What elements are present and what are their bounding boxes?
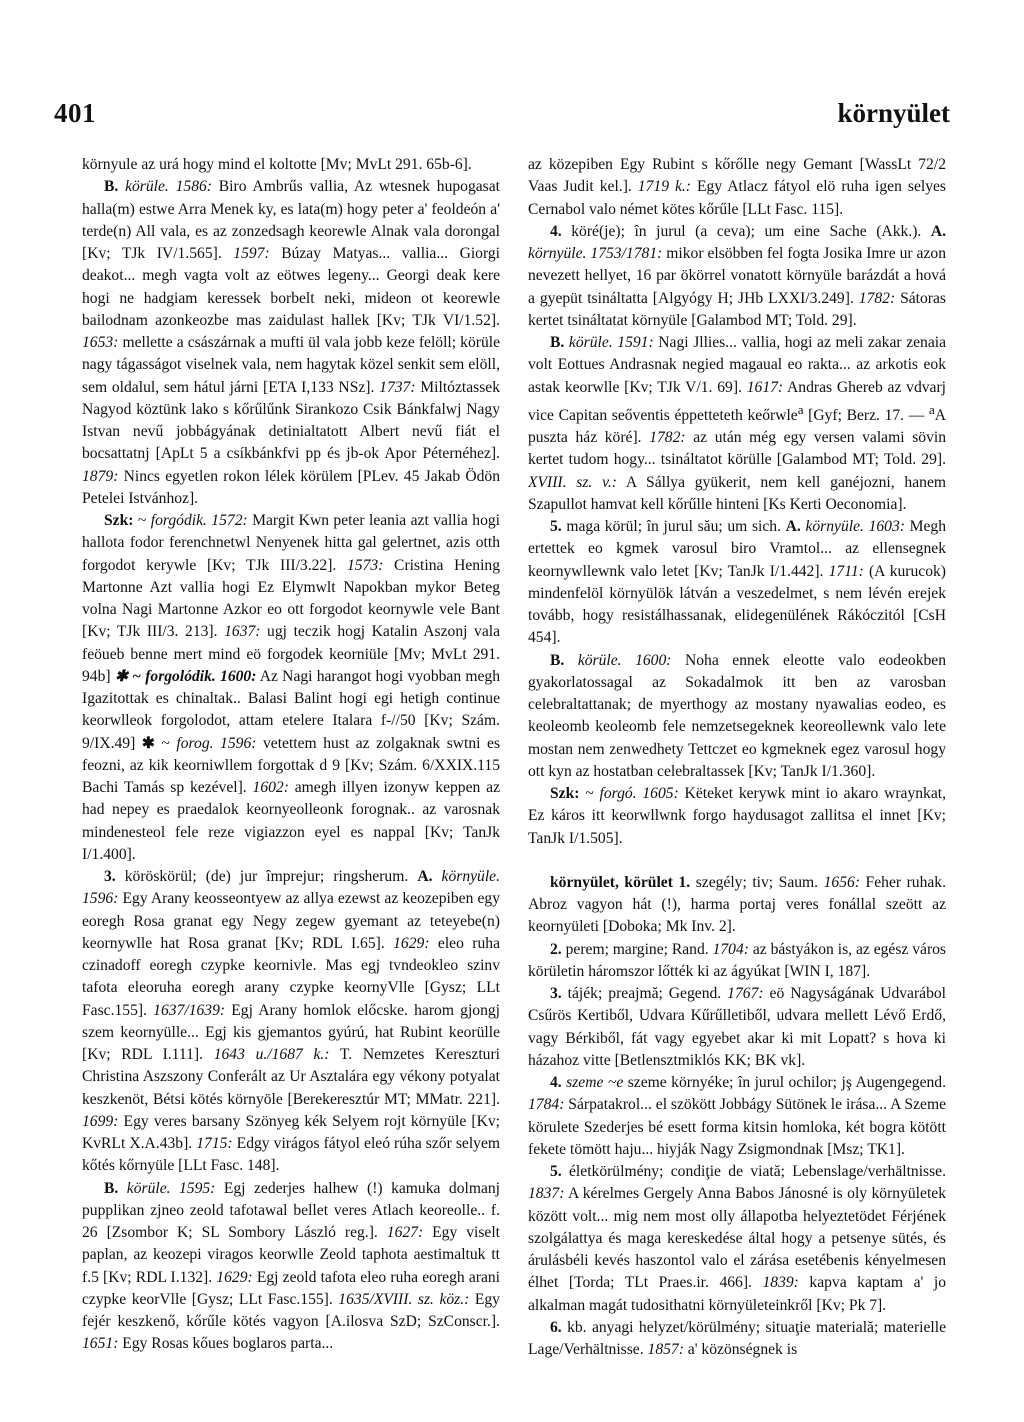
entry-paragraph xyxy=(528,650,946,784)
text-run: 1643 u./1687 k.: xyxy=(213,1046,330,1063)
text-run: A Sállya gyükerit, nem kell ganéjozni, hanem Szapullot hamvat kell kőrűlle hinteni [Ks Kerti Oeconomia]. xyxy=(528,473,946,513)
text-run: 1629: xyxy=(393,934,430,952)
text-run: 1627: xyxy=(386,1224,424,1241)
text-run: A. xyxy=(930,222,946,240)
text-run: 1857: xyxy=(647,1341,684,1359)
text-run: Egj zederjes halhew (!) kamuka dolmanj pupplikan zjneo zeold tafotawal bellet veres Atlach keoreolle.. f. 26 [Zsombor K; SL Sombory László reg.]. xyxy=(82,1179,500,1241)
page-number: 401 xyxy=(54,98,96,128)
text-run: Az Nagi harangot hogi vyobban megh Igazitottak es chinaltak.. Balasi Balint hogi egi hetigh continue keorwlleok forgolodot, attam etelere Italara f-//50 [Kv; Szám. 9/IX.49] xyxy=(82,667,500,752)
text-run: (A kurucok) mindenfelöl környülök látván a veszedelmet, s nem lévén erejek tovább, hogy resistálhassanak, elidegenülének Rákóczitól [CsH 454]. xyxy=(528,562,946,647)
text-run: 2. xyxy=(550,940,566,958)
entry-paragraph xyxy=(528,783,946,850)
text-run: 1656: xyxy=(823,873,861,891)
text-run: az bástyákon is, az egész város körületin háromszor lőtték ki az ágyúkat [WIN I, 187]. xyxy=(528,940,946,980)
text-run: Margit Kwn peter leania azt vallia hogi hallota fodor ferenchnetwl Nenyenek hitta gal gelertnet, azis otth forgodot kerywle [Kv; TJk III/3.22]. xyxy=(82,512,500,574)
left-column xyxy=(82,154,500,1384)
text-run: Sárpatakrol... el szökött Jobbágy Sütönek le irása... A Szeme körulete Szederjes bé esett forma kitsin homloka, két bogra kötött fekete tömött haju... hiyják Nagy Zsigmondnak [Msz; TK1]. xyxy=(528,1096,946,1158)
text-run: Cristina Hening Martonne Azt vallia hogi Ez Elymwlt Napokban mykor Beteg volna Nagi Martonne Azkor eo ott forgodot keornywle vele Bant [Kv; TJk III/3. 213]. xyxy=(82,556,500,641)
text-run: kapva kaptam a' jo alkalman magát tudosithatni környületeinkről [Kv; Pk 7]. xyxy=(528,1274,946,1314)
footnote-mark: a xyxy=(797,401,804,417)
text-run: szegély; tiv; Saum. xyxy=(695,873,824,891)
text-run: 1784: xyxy=(528,1096,565,1114)
text-run: 1782: xyxy=(858,289,896,307)
text-run: A. xyxy=(785,518,806,536)
text-run: körüle. 1600: xyxy=(577,651,672,669)
text-run: amegh illyen izonyw keppen az had nepey es praedalok keornyeolleonk forognak.. az varosnak mindenesteol fele reze vigiazzon eyel es nappal [Kv; TanJk I/1.400]. xyxy=(82,779,500,863)
text-run: B. xyxy=(550,651,578,669)
text-run: Edgy virágos fátyol eleó rúha szőr selyem kőtés kőrnyüle [LLt Fasc. 148]. xyxy=(82,1135,500,1175)
text-run: 1597: xyxy=(233,245,270,262)
text-run: B. xyxy=(104,178,126,196)
text-run: 6. xyxy=(550,1318,568,1336)
running-headword: környület xyxy=(837,98,950,128)
text-run: Miltóztassek Nagyod köztünk lako s kőrűlűnk Sirankozo Csik Bánkfalwj Nagy Istvan nevű jobbágyának detinialtatott Albert nevű fiát el bocsattatnj [ApLt 5 a csíkbánkfvi pp és jb-ok Apor Péternéhez]. xyxy=(82,378,500,463)
text-run: szeme környéke; în jurul ochilor; jş Augengegend. xyxy=(623,1074,946,1092)
text-run: ~ xyxy=(154,734,177,752)
text-run: ugj teczik hogj Katalin Aszonj vala feöueb benne mert mind eö forgodek keorniüle [Mv; MvLt 291. 94b] xyxy=(82,623,500,685)
text-run: környüle. 1753/1781: xyxy=(528,245,663,262)
text-run: 1637/1639: xyxy=(153,1001,226,1019)
text-run: Egy Arany keosseontyew az allya ezewst az keozepiben egy eoregh Rosa granat egy Negy zegew gyemant az teteyebe(n) keornywlle hat Rosa granat [Kv; RDL I.65]. xyxy=(82,890,500,952)
text-run: 1715: xyxy=(196,1135,233,1152)
text-run: környület, körület 1. xyxy=(550,873,696,891)
text-run: Nagi Jllies... vallia, hogi az meli zakar zenaia volt Eottues Andrasnak negied magaual eo rakta... az arkotis eok astak keorwlle [Kv; TJk V/1. 69]. xyxy=(528,334,946,396)
entry-paragraph xyxy=(528,221,946,332)
entry-paragraph xyxy=(528,516,946,650)
text-run: 1839: xyxy=(762,1274,799,1292)
text-run: 1767: xyxy=(727,985,764,1003)
text-run: Egy Atlacz fátyol elö ruha igen selyes Cernabol valo német kötes kőrűle [LLt Fasc. 115]. xyxy=(528,178,946,218)
text-run: Egy Rosas kőues boglaros parta... xyxy=(118,1335,334,1353)
text-run: környüle. 1596: xyxy=(82,868,500,908)
entry-paragraph xyxy=(528,983,946,1072)
text-run: 1837: xyxy=(528,1185,565,1203)
text-run: Andras Ghereb az vdvarj vice Capitan seőventis éppetteteth keőrwle xyxy=(528,378,946,424)
entry-paragraph xyxy=(528,1317,946,1362)
text-run: 5. xyxy=(550,518,567,536)
text-run: perem; margine; Rand. xyxy=(565,940,713,958)
text-run: 1602: xyxy=(252,779,289,796)
text-run xyxy=(115,668,257,685)
text-run: életkörülmény; condiţie de viată; Lebenslage/verhältnisse. xyxy=(569,1163,946,1181)
text-run: 1653: xyxy=(82,334,119,351)
text-run: az közepiben Egy Rubint s kőrőlle negy Gemant [WassLt 72/2 Vaas Judit kel.]. xyxy=(528,156,946,196)
entry-paragraph xyxy=(528,939,946,984)
text-run: Egy veres barsany Szönyeg kék Selyem rojt környüle [Kv; KvRLt X.A.43b]. xyxy=(82,1112,500,1152)
entry-paragraph xyxy=(82,1178,500,1356)
text-run: forgó. 1605: xyxy=(599,785,679,803)
text-run: eleo ruha czinadoff eoregh czypke keornivle. Mas egj tvndeokleo szinv tafota eleoruha eoregh arany czypke keornyVlle [Gysz; LLt Fasc.155]. xyxy=(82,934,500,1019)
text-run: Nincs egyetlen rokon lélek körülem [PLev. 45 Jakab Ödön Petelei Istvánhoz]. xyxy=(82,467,500,507)
entry-paragraph xyxy=(528,332,946,516)
text-run: a' közönségnek is xyxy=(683,1341,798,1359)
text-run: 1719 k.: xyxy=(637,178,691,196)
text-run: B. xyxy=(550,334,569,351)
text-run: 1651: xyxy=(82,1335,119,1353)
text-run: 1699: xyxy=(82,1112,119,1130)
text-run: maga körül; în jurul său; um sich. xyxy=(566,518,786,536)
text-run: Egy viselt paplan, az keozepi viragos keorwlle Zeold taphota aestimaltuk tt f.5 [Kv; RDL I.132]. xyxy=(82,1224,500,1286)
text-run: Szk: xyxy=(550,785,586,803)
text-run: ~ xyxy=(137,512,151,529)
entry-paragraph xyxy=(528,154,946,221)
text-run: A. xyxy=(417,868,442,885)
text-run: mellette a császárnak a mufti ül vala jobb keze felöll; körüle nagy tágasságot viselnek vala, nem hagytak közel senkit sem elöll, sem oldalul, sem hátul járni [ETA I,133 NSz]. xyxy=(82,334,500,396)
text-run: 1629: xyxy=(216,1268,253,1286)
entry-paragraph xyxy=(82,510,500,866)
text-run: Egj Arany homlok előcske. harom gjongj szem keornyülle... Egj kis gjemantos gyúrú, hat Rubint keorülle [Kv; RDL I.111]. xyxy=(82,1001,500,1063)
text-run: Këteket kerywk mint io akaro wraynkat, Ez káros itt keorwllwnk forgo haydusagot zallitsa el innet [Kv; TanJk I/1.505]. xyxy=(528,785,946,847)
entry-paragraph xyxy=(82,866,500,1178)
text-run: T. Nemzetes Kereszturi Christina Aszszony Conferált az Ur Asztalára egy vékony potyalat keszkenöt, Bétsi kötés környöle [Berekeresztúr MT; MMatr. 221]. xyxy=(82,1046,500,1108)
text-run: tájék; preajmă; Gegend. xyxy=(567,985,728,1003)
text-run: 1782: xyxy=(649,429,686,447)
text-run: Megh ertettek eo kgmek varosul biro Vramtol... az ellensegnek keornywllewnk valo letet [Kv; TanJk I/1.442]. xyxy=(528,518,946,580)
text-run: környüle. 1603: xyxy=(805,518,905,536)
text-run: [Gyf; Berz. 17. — xyxy=(803,406,929,424)
text-run: A puszta ház köré]. xyxy=(528,406,946,447)
text-run: 1573: xyxy=(346,556,384,574)
text-run: XVIII. sz. v.: xyxy=(528,473,617,491)
text-run: köröskörül; (de) jur împrejur; ringsherum. xyxy=(124,868,418,885)
right-column xyxy=(528,154,946,1384)
text-run: 1737: xyxy=(379,378,416,396)
text-run: Egy fejér keszkenő, kőrűle kötés vagyon [A.ilosva SzD; SzConscr.]. xyxy=(82,1290,500,1330)
text-run: 1617: xyxy=(746,378,784,396)
text-run: forgódik. 1572: xyxy=(150,512,248,529)
text-run: Egj zeold tafota eleo ruha eoregh arani czypke keorVlle [Gysz; LLt Fasc.155]. xyxy=(82,1268,500,1308)
entry-paragraph xyxy=(82,176,500,510)
entry-paragraph xyxy=(82,154,500,176)
entry-paragraph xyxy=(528,872,946,939)
running-head xyxy=(54,98,950,134)
text-run: forog. 1596: xyxy=(176,734,257,752)
text-run: az után még egy versen valami sövin kertet tudom hogy... tsináltatot körülle [Galambod MT; Told. 29]. xyxy=(528,429,946,469)
entry-paragraph xyxy=(528,1072,946,1161)
text-run: ✱ xyxy=(141,734,155,752)
text-run: környule az urá hogy mind el koltotte [Mv; MvLt 291. 65b-6]. xyxy=(82,156,472,173)
text-run: A kérelmes Gergely Anna Babos Jánosné is oly környületek között volt... mig nem most olly állapotba helyeztetödet Férjének szolgálattya és maga kereskedése által hogy a petsenye sütés, és árulásbéli kevés haszontol valo el zárása esetébenis kényelmesen élhet [Torda; TLt Praes.ir. 466]. xyxy=(528,1185,946,1292)
text-run: Búzay Matyas... vallia... Giorgi deakot... megh vagta volt az eötwes legeny... Georgi deak kere hogi ne hadgiam keressek borbelt neki, mideon ot keorewle bailodnam azonkeozbe mas zaidulast hallek [Kv; TJk VI/1.52]. xyxy=(82,245,500,329)
text-run: körüle. 1586: xyxy=(125,178,212,196)
text-run: Feher ruhak. Abroz vagyon hát (!), harma portaj veres fonállal szeött az keornyületi [Doboka; Mk Inv. 2]. xyxy=(528,873,946,936)
text-run: körüle. 1595: xyxy=(126,1179,216,1197)
text-run: 1637: xyxy=(224,623,261,641)
text-run: mikor elsöbben fel fogta Josika Imre ur azon nevezett hellyet, 16 par ökörrel vonatott környüle barázdát a hová a gyepüt tsináltatta [Algyógy H; JHb LXXI/3.249]. xyxy=(528,245,946,307)
text-run: Sátoras kertet tsináltatat környüle [Galambod MT; Told. 29]. xyxy=(528,289,946,329)
text-run: ✱ ~ forgolódik. 1600: xyxy=(114,667,257,685)
entry-paragraph xyxy=(528,1161,946,1317)
text-run: 1711: xyxy=(828,562,864,580)
text-run: szeme ~e xyxy=(566,1074,624,1092)
text-run: Noha ennek eleotte valo eodeokben gyakorlatossagal az Sokadalmok itt ben az varosban celebraltattanak; de myerthogy az mostany nyawalias eodeo, es keoleomb keoleomb fele nemzetsegeknek keoreollewnk valo lete mostan nem zenwedhety Tettczet eo kgmeknek egez varosul hogy ott kyn az hostatban celebraltassek [Kv; TanJk I/1.360]. xyxy=(528,651,946,780)
text-run: 1704: xyxy=(712,940,749,958)
text-run: 1879: xyxy=(82,467,119,485)
text-run: 4. xyxy=(550,1074,567,1092)
text-run: 3. xyxy=(550,985,568,1003)
text-run: köré(je); în jurul (a ceva); um eine Sache (Akk.). xyxy=(571,222,931,240)
text-run: kb. anyagi helyzet/körülmény; situaţie materială; materielle Lage/Verhältnisse. xyxy=(528,1318,946,1359)
text-run: 5. xyxy=(550,1163,570,1181)
text-run: 4. xyxy=(550,222,572,240)
text-run: 3. xyxy=(104,868,125,885)
text-run: B. xyxy=(104,1179,127,1197)
text-run: 1635/XVIII. sz. köz.: xyxy=(338,1290,470,1308)
text-run: vetettem hust az zolgaknak swtni es feozni, az kik keorniwllem forgottak d 9 [Kv; Szám. 6/XXIX.115 Bachi Tamás sp kezével]. xyxy=(82,734,500,796)
text-run: eö Nagyságának Udvarábol Csűrös Kertiből, Udvara Kűrűlletiből, udvara mellett Lévő Erdő, vagy Bérkiből, fát vagy egyebet akar ki mit Lopatt? s hova ki házahoz vitte [Betlensztmiklós KK; BK vk]. xyxy=(528,985,946,1069)
text-run: Biro Ambrűs vallia, Az wtesnek hupogasat halla(m) estwe Arra Menek ky, es lata(m) hogy peter a' feoldeón a' terde(n) All vala, es az zonzedsagh keorewle Alnak vala dorongal [Kv; TJk IV/1.565]. xyxy=(82,178,500,262)
text-run: Szk: xyxy=(104,512,138,529)
footnote-mark: a xyxy=(928,401,935,417)
text-run: ~ xyxy=(585,785,600,803)
text-run: körüle. 1591: xyxy=(568,334,654,351)
